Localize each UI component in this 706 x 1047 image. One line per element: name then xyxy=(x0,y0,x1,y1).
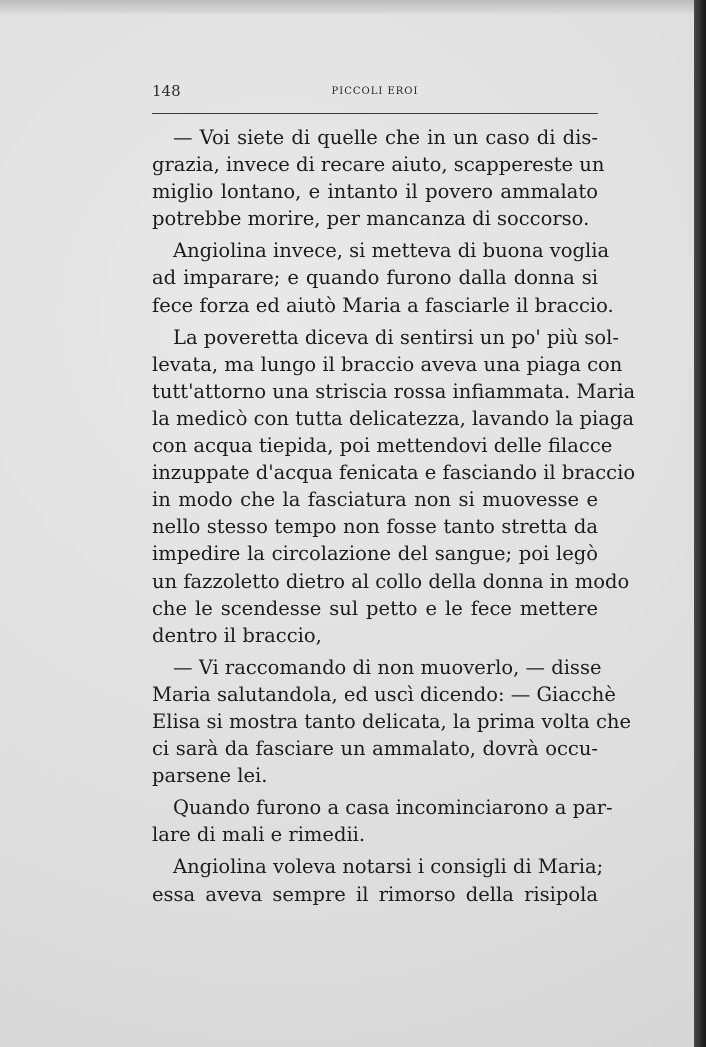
paragraph xyxy=(152,324,636,649)
paragraph xyxy=(152,237,614,318)
paragraph xyxy=(152,794,613,848)
paragraph xyxy=(152,853,604,907)
page-top-edge xyxy=(0,0,694,14)
paragraph xyxy=(152,124,605,232)
page-number: 148 xyxy=(152,82,181,100)
text-line: Quando furono a casa incominciarono a par- xyxy=(173,796,613,820)
text-line: impedire la circolazione del sangue; poi legò xyxy=(152,542,598,566)
text-line: tutt'attorno una striscia rossa infiammata. Maria xyxy=(152,379,636,403)
page-header xyxy=(152,82,598,104)
text-line: — Voi siete di quelle che in un caso di dis- xyxy=(173,126,598,149)
text-line: — Vi raccomando di non muoverlo, — disse xyxy=(173,655,602,679)
text-line: che le scendesse sul petto e le fece mettere xyxy=(152,596,598,620)
book-spine-shadow xyxy=(694,0,706,1047)
text-line: Angiolina voleva notarsi i consigli di Maria; xyxy=(173,855,604,879)
text-line: con acqua tiepida, poi mettendovi delle filacce xyxy=(152,434,613,458)
text-line: parsene lei. xyxy=(152,764,268,788)
text-line: la medicò con tutta delicatezza, lavando la piaga xyxy=(152,406,634,430)
text-line: fece forza ed aiutò Maria a fasciarle il braccio. xyxy=(152,293,614,317)
text-line: ci sarà da fasciare un ammalato, dovrà occu- xyxy=(152,737,598,761)
text-line: essa aveva sempre il rimorso della risipola xyxy=(152,882,598,906)
text-line: Maria salutandola, ed uscì dicendo: — Giacchè xyxy=(152,682,616,706)
text-line: levata, ma lungo il braccio aveva una piaga con xyxy=(152,352,623,376)
paragraph xyxy=(152,654,631,789)
text-line: nello stesso tempo non fosse tanto stretta da xyxy=(152,515,598,539)
text-line: in modo che la fasciatura non si muovesse e xyxy=(152,488,598,512)
header-rule xyxy=(152,113,598,114)
text-line: un fazzoletto dietro al collo della donna in modo xyxy=(152,569,630,593)
text-line: miglio lontano, e intanto il povero ammalato xyxy=(152,180,598,204)
text-line: Angiolina invece, si metteva di buona voglia xyxy=(173,239,610,263)
text-line: ad imparare; e quando furono dalla donna si xyxy=(152,266,598,290)
body-text xyxy=(152,124,636,913)
text-line: grazia, invece di recare aiuto, scappereste un xyxy=(152,153,605,177)
text-line: dentro il braccio, xyxy=(152,623,322,647)
text-line: Elisa si mostra tanto delicata, la prima volta che xyxy=(152,709,631,733)
text-line: lare di mali e rimedii. xyxy=(152,823,366,847)
text-line: inzuppate d'acqua fenicata e fasciando il braccio xyxy=(152,461,636,485)
running-title: PICCOLI EROI xyxy=(331,86,419,97)
text-line: potrebbe morire, per mancanza di soccorso. xyxy=(152,207,590,231)
text-line: La poveretta diceva di sentirsi un po' più sol- xyxy=(173,325,619,349)
